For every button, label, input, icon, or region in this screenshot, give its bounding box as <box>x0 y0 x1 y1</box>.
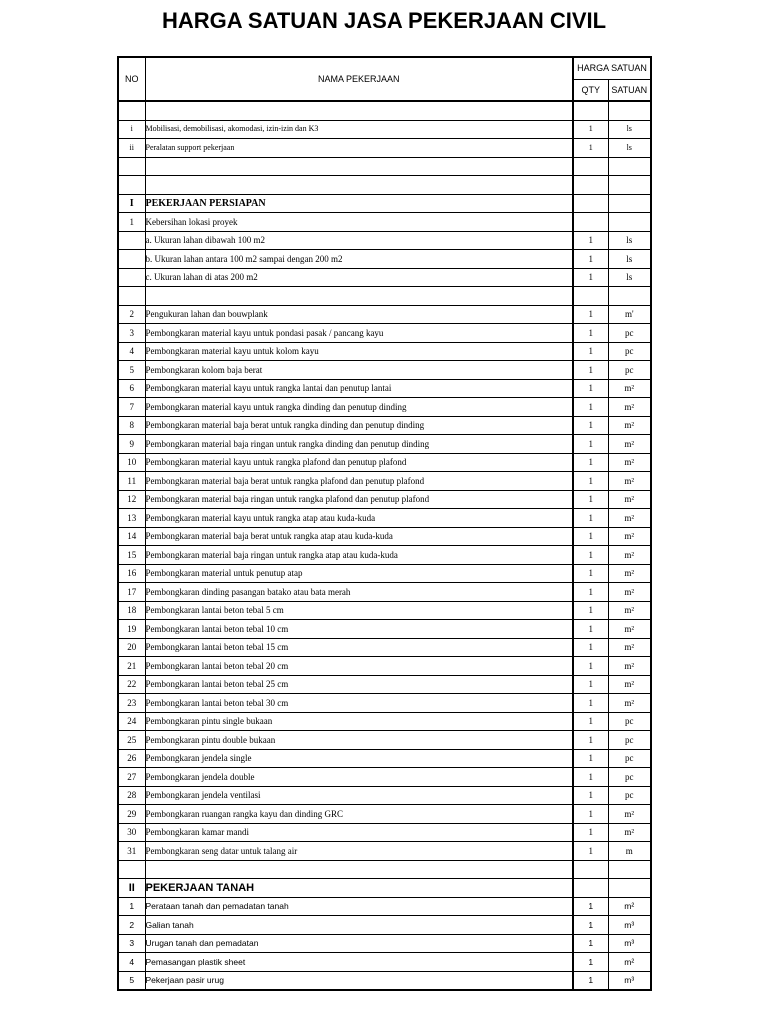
item-qty: 1 <box>573 897 608 916</box>
item-unit: m² <box>608 398 651 417</box>
item-name: Mobilisasi, demobilisasi, akomodasi, izin-izin dan K3 <box>145 120 573 139</box>
table-row <box>118 268 651 287</box>
item-unit: m² <box>608 453 651 472</box>
item-unit: m² <box>608 416 651 435</box>
item-name: Perataan tanah dan pemadatan tanah <box>145 897 573 916</box>
item-qty: 1 <box>573 934 608 953</box>
blank-cell <box>145 860 573 879</box>
blank-cell <box>608 879 651 898</box>
item-name: Pembongkaran pintu double bukaan <box>145 731 573 750</box>
item-name: Pemasangan plastik sheet <box>145 953 573 972</box>
blank-cell <box>573 879 608 898</box>
section-header-persiapan <box>118 194 651 213</box>
table-row <box>118 472 651 491</box>
item-name: Pembongkaran material baja ringan untuk rangka atap atau kuda-kuda <box>145 546 573 565</box>
item-qty: 1 <box>573 768 608 787</box>
item-unit: pc <box>608 749 651 768</box>
item-unit: m² <box>608 897 651 916</box>
blank-cell <box>118 176 145 195</box>
item-qty: 1 <box>573 564 608 583</box>
item-unit: m <box>608 842 651 861</box>
header-row-1 <box>118 57 651 79</box>
item-name: Pembongkaran material kayu untuk rangka atap atau kuda-kuda <box>145 509 573 528</box>
blank-cell <box>573 287 608 306</box>
blank-cell <box>608 860 651 879</box>
item-name: Pembongkaran jendela double <box>145 768 573 787</box>
item-no: 31 <box>118 842 145 861</box>
table-row <box>118 453 651 472</box>
table-row <box>118 139 651 158</box>
blank-cell <box>608 213 651 232</box>
table-row <box>118 435 651 454</box>
item-no: 1 <box>118 213 145 232</box>
item-unit: ls <box>608 268 651 287</box>
table-row <box>118 120 651 139</box>
section-header-tanah <box>118 879 651 898</box>
item-unit: m² <box>608 805 651 824</box>
item-qty: 1 <box>573 842 608 861</box>
item-qty: 1 <box>573 675 608 694</box>
item-no: 5 <box>118 361 145 380</box>
page-title: HARGA SATUAN JASA PEKERJAAN CIVIL <box>161 8 607 33</box>
section-title: PEKERJAAN PERSIAPAN <box>145 194 573 213</box>
blank-cell <box>573 176 608 195</box>
item-name: Pembongkaran material kayu untuk rangka plafond dan penutup plafond <box>145 453 573 472</box>
item-qty: 1 <box>573 120 608 139</box>
blank-cell <box>118 860 145 879</box>
item-no: 8 <box>118 416 145 435</box>
item-no: 6 <box>118 379 145 398</box>
section-no: I <box>118 194 145 213</box>
subitem-name: c. Ukuran lahan di atas 200 m2 <box>145 268 573 287</box>
item-qty: 1 <box>573 546 608 565</box>
item-qty: 1 <box>573 712 608 731</box>
spacer-row <box>118 101 651 120</box>
item-qty: 1 <box>573 731 608 750</box>
item-no: 22 <box>118 675 145 694</box>
item-unit: m' <box>608 305 651 324</box>
item-qty: 1 <box>573 268 608 287</box>
item-unit: m² <box>608 527 651 546</box>
item-unit: m² <box>608 823 651 842</box>
item-name: Galian tanah <box>145 916 573 935</box>
blank-cell <box>573 860 608 879</box>
item-unit: m² <box>608 675 651 694</box>
item-no: 30 <box>118 823 145 842</box>
blank-cell <box>118 250 145 269</box>
item-qty: 1 <box>573 379 608 398</box>
table-row <box>118 916 651 935</box>
item-qty: 1 <box>573 527 608 546</box>
item-name: Pembongkaran lantai beton tebal 30 cm <box>145 694 573 713</box>
item-unit: pc <box>608 361 651 380</box>
table-row <box>118 324 651 343</box>
item-name: Pembongkaran seng datar untuk talang air <box>145 842 573 861</box>
item-unit: m² <box>608 583 651 602</box>
item-no: 2 <box>118 916 145 935</box>
blank-row <box>118 860 651 879</box>
item-no: 25 <box>118 731 145 750</box>
item-name: Pembongkaran material baja ringan untuk rangka dinding dan penutup dinding <box>145 435 573 454</box>
item-name: Pembongkaran lantai beton tebal 15 cm <box>145 638 573 657</box>
table-row <box>118 953 651 972</box>
item-qty: 1 <box>573 342 608 361</box>
item-no: 1 <box>118 897 145 916</box>
item-unit: m² <box>608 601 651 620</box>
item-qty: 1 <box>573 749 608 768</box>
item-qty: 1 <box>573 786 608 805</box>
table-row <box>118 379 651 398</box>
item-no: 17 <box>118 583 145 602</box>
item-name: Pembongkaran material kayu untuk pondasi pasak / pancang kayu <box>145 324 573 343</box>
item-name: Pengukuran lahan dan bouwplank <box>145 305 573 324</box>
item-no: 15 <box>118 546 145 565</box>
item-no: 23 <box>118 694 145 713</box>
item-name: Pembongkaran material kayu untuk rangka lantai dan penutup lantai <box>145 379 573 398</box>
item-qty: 1 <box>573 453 608 472</box>
item-unit: pc <box>608 768 651 787</box>
item-unit: m² <box>608 490 651 509</box>
table-row <box>118 490 651 509</box>
item-qty: 1 <box>573 139 608 158</box>
item-unit: m³ <box>608 971 651 990</box>
blank-row <box>118 176 651 195</box>
price-table-body <box>118 57 651 990</box>
table-row <box>118 361 651 380</box>
header-qty: QTY <box>573 79 608 101</box>
item-name: Pembongkaran lantai beton tebal 20 cm <box>145 657 573 676</box>
item-unit: m² <box>608 638 651 657</box>
item-qty: 1 <box>573 490 608 509</box>
blank-cell <box>608 157 651 176</box>
item-name: Pembongkaran lantai beton tebal 10 cm <box>145 620 573 639</box>
item-qty: 1 <box>573 601 608 620</box>
item-no: 14 <box>118 527 145 546</box>
table-row <box>118 805 651 824</box>
table-row <box>118 823 651 842</box>
item-unit: m² <box>608 472 651 491</box>
item-qty: 1 <box>573 398 608 417</box>
blank-cell <box>118 268 145 287</box>
table-row <box>118 250 651 269</box>
item-no: 21 <box>118 657 145 676</box>
blank-cell <box>145 157 573 176</box>
table-row <box>118 620 651 639</box>
blank-cell <box>118 157 145 176</box>
item-qty: 1 <box>573 805 608 824</box>
item-no: 13 <box>118 509 145 528</box>
item-unit: pc <box>608 712 651 731</box>
table-row <box>118 768 651 787</box>
item-qty: 1 <box>573 416 608 435</box>
blank-cell <box>608 176 651 195</box>
item-qty: 1 <box>573 583 608 602</box>
table-row <box>118 305 651 324</box>
item-unit: m² <box>608 657 651 676</box>
section-no: II <box>118 879 145 898</box>
item-no: 4 <box>118 342 145 361</box>
table-row <box>118 342 651 361</box>
section-title: PEKERJAAN TANAH <box>145 879 573 898</box>
item-no: 18 <box>118 601 145 620</box>
item-qty: 1 <box>573 916 608 935</box>
item-qty: 1 <box>573 823 608 842</box>
item-no: 16 <box>118 564 145 583</box>
item-unit: m³ <box>608 934 651 953</box>
item-qty: 1 <box>573 231 608 250</box>
item-name: Pembongkaran material baja berat untuk rangka plafond dan penutup plafond <box>145 472 573 491</box>
blank-cell <box>608 194 651 213</box>
item-name: Pembongkaran ruangan rangka kayu dan dinding GRC <box>145 805 573 824</box>
item-unit: m² <box>608 435 651 454</box>
table-row <box>118 416 651 435</box>
item-qty: 1 <box>573 638 608 657</box>
item-name: Urugan tanah dan pemadatan <box>145 934 573 953</box>
item-unit: m² <box>608 379 651 398</box>
item-unit: m² <box>608 694 651 713</box>
price-table <box>117 56 652 991</box>
blank-cell <box>573 157 608 176</box>
item-qty: 1 <box>573 472 608 491</box>
subitem-name: a. Ukuran lahan dibawah 100 m2 <box>145 231 573 250</box>
item-unit: pc <box>608 731 651 750</box>
item-qty: 1 <box>573 657 608 676</box>
item-no: 27 <box>118 768 145 787</box>
item-qty: 1 <box>573 971 608 990</box>
table-row <box>118 638 651 657</box>
item-name: Pembongkaran pintu single bukaan <box>145 712 573 731</box>
item-unit: ls <box>608 231 651 250</box>
table-row <box>118 786 651 805</box>
item-qty: 1 <box>573 324 608 343</box>
item-unit: pc <box>608 786 651 805</box>
blank-cell <box>118 287 145 306</box>
table-row <box>118 694 651 713</box>
table-row <box>118 749 651 768</box>
item-name: Peralatan support pekerjaan <box>145 139 573 158</box>
item-no: 7 <box>118 398 145 417</box>
item-name: Pekerjaan pasir urug <box>145 971 573 990</box>
item-no: 3 <box>118 324 145 343</box>
table-row <box>118 934 651 953</box>
item-unit: m² <box>608 620 651 639</box>
blank-row <box>118 287 651 306</box>
item-unit: m² <box>608 953 651 972</box>
table-row <box>118 971 651 990</box>
item-name: Pembongkaran material kayu untuk kolom kayu <box>145 342 573 361</box>
item-name: Kebersihan lokasi proyek <box>145 213 573 232</box>
item-qty: 1 <box>573 620 608 639</box>
item-name: Pembongkaran lantai beton tebal 5 cm <box>145 601 573 620</box>
item-unit: m³ <box>608 916 651 935</box>
table-row <box>118 564 651 583</box>
table-row <box>118 842 651 861</box>
item-qty: 1 <box>573 435 608 454</box>
item-qty: 1 <box>573 305 608 324</box>
item-no: 20 <box>118 638 145 657</box>
item-name: Pembongkaran material kayu untuk rangka dinding dan penutup dinding <box>145 398 573 417</box>
item-qty: 1 <box>573 250 608 269</box>
header-no: NO <box>118 57 145 101</box>
item-no: 11 <box>118 472 145 491</box>
item-name: Pembongkaran material untuk penutup atap <box>145 564 573 583</box>
header-harga-satuan: HARGA SATUAN <box>573 57 651 79</box>
item-unit: m² <box>608 564 651 583</box>
item-no: 9 <box>118 435 145 454</box>
item-qty: 1 <box>573 509 608 528</box>
blank-cell <box>145 176 573 195</box>
item-no: 24 <box>118 712 145 731</box>
item-name: Pembongkaran material baja berat untuk rangka atap atau kuda-kuda <box>145 527 573 546</box>
item-unit: pc <box>608 342 651 361</box>
item-no: 28 <box>118 786 145 805</box>
item-no: 29 <box>118 805 145 824</box>
item-unit: ls <box>608 120 651 139</box>
item-name: Pembongkaran jendela single <box>145 749 573 768</box>
table-row <box>118 731 651 750</box>
item-name: Pembongkaran kolom baja berat <box>145 361 573 380</box>
item-name: Pembongkaran dinding pasangan batako atau bata merah <box>145 583 573 602</box>
item-no: ii <box>118 139 145 158</box>
header-satuan: SATUAN <box>608 79 651 101</box>
item-no: 12 <box>118 490 145 509</box>
item-name: Pembongkaran material baja berat untuk rangka dinding dan penutup dinding <box>145 416 573 435</box>
table-row <box>118 546 651 565</box>
item-no: 4 <box>118 953 145 972</box>
item-name: Pembongkaran kamar mandi <box>145 823 573 842</box>
table-row <box>118 527 651 546</box>
item-name: Pembongkaran jendela ventilasi <box>145 786 573 805</box>
blank-cell <box>118 231 145 250</box>
table-row <box>118 509 651 528</box>
item-qty: 1 <box>573 694 608 713</box>
subitem-name: b. Ukuran lahan antara 100 m2 sampai dengan 200 m2 <box>145 250 573 269</box>
item-qty: 1 <box>573 361 608 380</box>
table-row <box>118 712 651 731</box>
table-row <box>118 601 651 620</box>
item-unit: m² <box>608 509 651 528</box>
blank-cell <box>145 287 573 306</box>
item-unit: pc <box>608 324 651 343</box>
table-row <box>118 657 651 676</box>
blank-row <box>118 157 651 176</box>
table-row <box>118 583 651 602</box>
header-nama: NAMA PEKERJAAN <box>145 57 573 101</box>
item-no: 10 <box>118 453 145 472</box>
blank-cell <box>573 213 608 232</box>
item-no: 2 <box>118 305 145 324</box>
item-no: i <box>118 120 145 139</box>
blank-cell <box>573 194 608 213</box>
item-unit: ls <box>608 139 651 158</box>
item-qty: 1 <box>573 953 608 972</box>
item-name: Pembongkaran material baja ringan untuk rangka plafond dan penutup plafond <box>145 490 573 509</box>
item-no: 26 <box>118 749 145 768</box>
table-row <box>118 231 651 250</box>
table-row <box>118 213 651 232</box>
item-no: 5 <box>118 971 145 990</box>
table-row <box>118 398 651 417</box>
item-no: 3 <box>118 934 145 953</box>
item-name: Pembongkaran lantai beton tebal 25 cm <box>145 675 573 694</box>
table-row <box>118 897 651 916</box>
item-unit: ls <box>608 250 651 269</box>
table-row <box>118 675 651 694</box>
item-unit: m² <box>608 546 651 565</box>
blank-cell <box>608 287 651 306</box>
item-no: 19 <box>118 620 145 639</box>
